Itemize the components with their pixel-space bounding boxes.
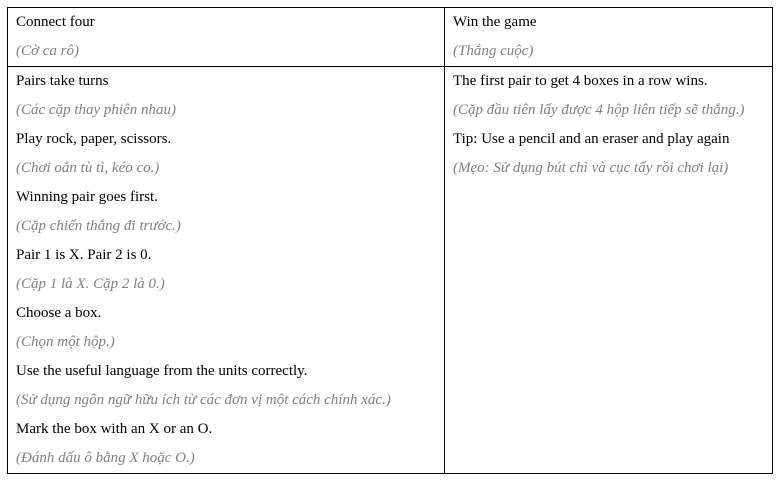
step-1-en: Pairs take turns xyxy=(16,73,109,89)
step-4-en: Pair 1 is X. Pair 2 is 0. xyxy=(16,247,152,263)
table-body-row xyxy=(8,67,773,474)
step-5-en: Choose a box. xyxy=(16,305,102,321)
steps-cell xyxy=(8,67,445,474)
step-7-vi: (Đánh dấu ô bằng X hoặc O.) xyxy=(16,450,195,466)
step-7-en: Mark the box with an X or an O. xyxy=(16,421,213,437)
step-4-vi: (Cặp 1 là X. Cặp 2 là 0.) xyxy=(16,276,165,292)
tip-vi: (Mẹo: Sử dụng bút chì và cục tẩy rồi chơi lại) xyxy=(453,160,729,176)
header-cell-goal xyxy=(445,8,773,67)
step-1-vi: (Các cặp thay phiên nhau) xyxy=(16,102,176,118)
goal-en: Win the game xyxy=(453,14,537,30)
step-3-vi: (Cặp chiến thắng đi trước.) xyxy=(16,218,181,234)
step-6-vi: (Sử dụng ngôn ngữ hữu ích từ các đơn vị một cách chính xác.) xyxy=(16,392,391,408)
goal-vi: (Thắng cuộc) xyxy=(453,43,534,59)
header-cell-game-name xyxy=(8,8,445,67)
game-name-vi: (Cờ ca rô) xyxy=(16,43,79,59)
step-3-en: Winning pair goes first. xyxy=(16,189,158,205)
win-rules-cell xyxy=(445,67,773,474)
step-6-en: Use the useful language from the units correctly. xyxy=(16,363,308,379)
game-name-en: Connect four xyxy=(16,14,95,30)
table-header-row xyxy=(8,8,773,67)
game-rules-table xyxy=(7,7,773,474)
win-rule-vi: (Cặp đầu tiên lấy được 4 hộp liên tiếp sẽ thắng.) xyxy=(453,102,745,118)
step-5-vi: (Chọn một hộp.) xyxy=(16,334,115,350)
step-2-vi: (Chơi oẳn tù tì, kéo co.) xyxy=(16,160,160,176)
step-2-en: Play rock, paper, scissors. xyxy=(16,131,172,147)
win-rule-en: The first pair to get 4 boxes in a row wins. xyxy=(453,73,708,89)
tip-en: Tip: Use a pencil and an eraser and play again xyxy=(453,131,730,147)
